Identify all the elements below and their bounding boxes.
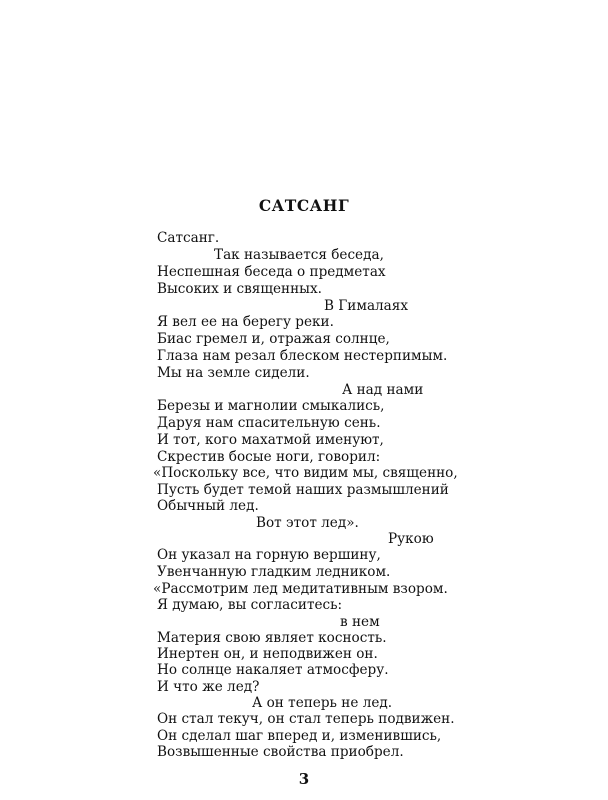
poem-line: Увенчанную гладким ледником.: [157, 564, 391, 580]
page-number: 3: [298, 770, 310, 788]
poem-line: В Гималаях: [324, 298, 409, 314]
poem-line: Вот этот лед».: [256, 515, 359, 531]
poem-line: Неспешная беседа о предметах: [157, 264, 386, 280]
poem-line: Биас гремел и, отражая солнце,: [157, 331, 390, 347]
poem-line: «Поскольку все, что видим мы, священно,: [153, 465, 458, 481]
poem-line: Он стал текуч, он стал теперь подвижен.: [157, 711, 455, 727]
poem-line: И тот, кого махатмой именуют,: [157, 432, 384, 448]
poem-line: Но солнце накаляет атмосферу.: [157, 662, 389, 678]
poem-line: Скрестив босые ноги, говорил:: [157, 449, 381, 465]
poem-line: Инертен он, и неподвижен он.: [157, 646, 378, 662]
poem-line: Материя свою являет косность.: [157, 630, 387, 646]
poem-line: Возвышенные свойства приобрел.: [157, 744, 404, 760]
poem-line: Глаза нам резал блеском нестерпимым.: [157, 348, 448, 364]
poem-title: САТСАНГ: [258, 196, 350, 215]
poem-line: Даруя нам спасительную сень.: [157, 415, 381, 431]
poem-line: Высоких и священных.: [157, 281, 322, 297]
poem-line: А он теперь не лед.: [252, 695, 393, 711]
poem-line: И что же лед?: [157, 679, 260, 695]
poem-line: Он указал на горную вершину,: [157, 547, 381, 563]
poem-line: Пусть будет темой наших размышлений: [157, 482, 449, 498]
poem-line: Мы на земле сидели.: [157, 365, 310, 381]
poem-line: А над нами: [342, 382, 424, 398]
poem-line: «Рассмотрим лед медитативным взором.: [153, 581, 448, 597]
poem-line: Я вел ее на берегу реки.: [157, 314, 334, 330]
poem-line: Березы и магнолии смыкались,: [157, 398, 385, 414]
poem-line: Так называется беседа,: [214, 247, 384, 263]
poem-line: в нем: [340, 614, 380, 630]
poem-line: Обычный лед.: [157, 498, 259, 514]
poem-line: Я думаю, вы согласитесь:: [157, 597, 343, 613]
poem-line: Рукою: [388, 531, 434, 547]
poem-line: Сатсанг.: [157, 230, 220, 246]
poem-line: Он сделал шаг вперед и, изменившись,: [157, 728, 442, 744]
